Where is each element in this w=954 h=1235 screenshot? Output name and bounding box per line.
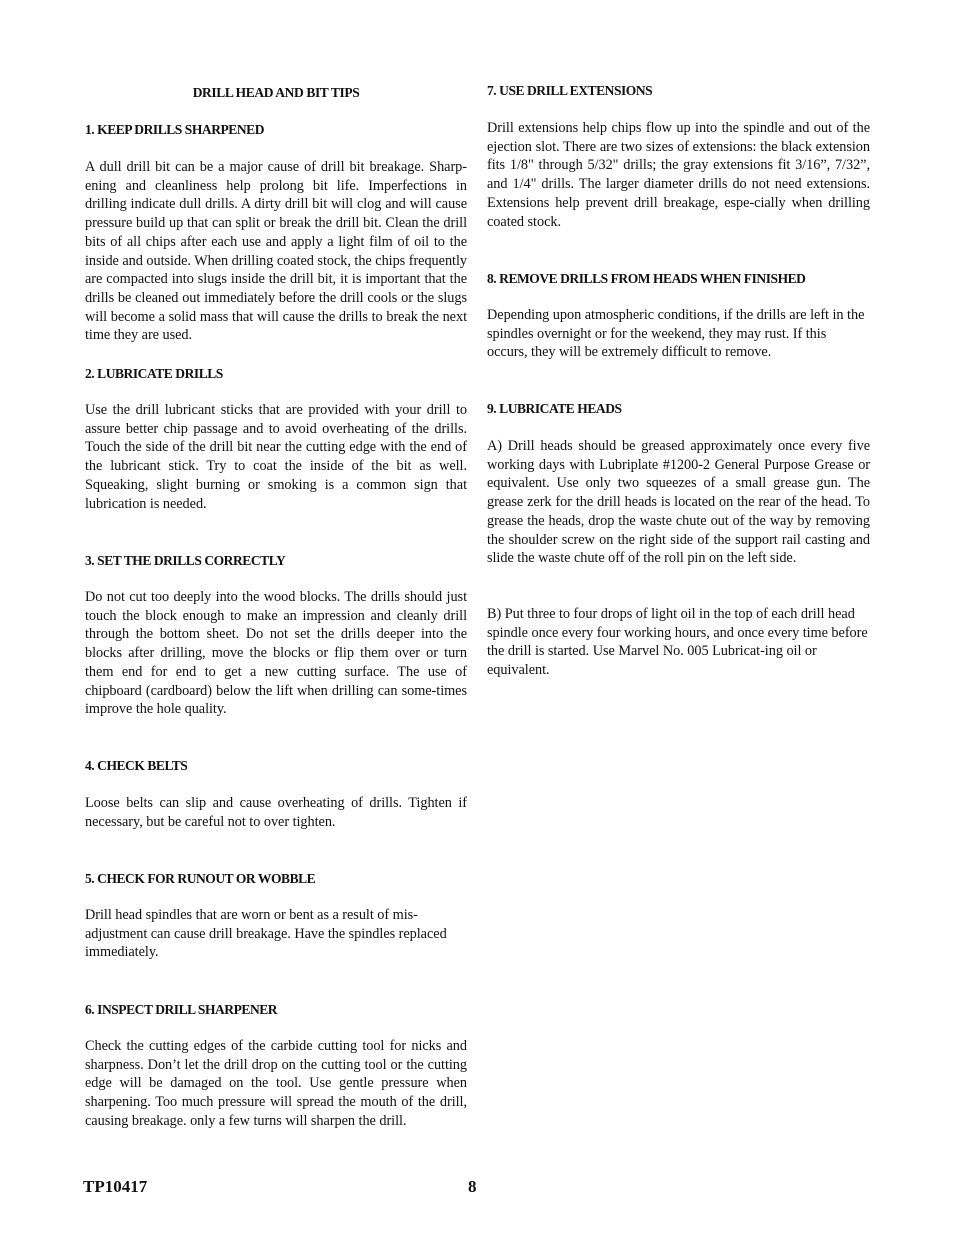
document-code: TP10417 bbox=[83, 1177, 148, 1196]
section-heading-inspect-drill-sharpener: 6. INSPECT DRILL SHARPENER bbox=[85, 1002, 278, 1017]
section-heading-check-runout: 5. CHECK FOR RUNOUT OR WOBBLE bbox=[85, 871, 316, 886]
section-heading-remove-drills: 8. REMOVE DRILLS FROM HEADS WHEN FINISHED bbox=[487, 271, 806, 286]
section-heading-keep-drills-sharpened: 1. KEEP DRILLS SHARPENED bbox=[85, 122, 264, 137]
section-body-set-drills-correctly: Do not cut too deeply into the wood blocks. The drills should just touch the block enough to make an impression and cleanly drill through the bottom sheet. Do not set the drills deeper into the blocks after drilling, move the blocks or flip them over or turn them end for end to get a new cutting surface. The use of chipboard (cardboard) below the lift when drilling can some-times improve the hole quality. bbox=[85, 589, 467, 718]
section-body-remove-drills: Depending upon atmospheric conditions, if the drills are left in the spindles overnight or for the weekend, they may rust. If this occurs, they will be extremely difficult to remove. bbox=[487, 307, 865, 361]
section-body-keep-drills-sharpened: A dull drill bit can be a major cause of drill bit breakage. Sharp-ening and cleanliness help prolong bit life. Imperfections in drilling indicate dull drills. A dirty drill bit will clog and will cause pressure build up that can split or break the drill bit. Clean the drill bits of all chips after each use and apply a light film of oil to the inside and outside. When drilling coated stock, the chips frequently are compacted into slugs inside the drill bit, it is important that the drills be cleaned out immediately before the drill cools or the slugs will become a solid mass that will cause the drills to break the next time they are used. bbox=[85, 159, 467, 344]
page-number: 8 bbox=[468, 1177, 477, 1196]
section-body-check-runout: Drill head spindles that are worn or bent as a result of mis-adjustment can cause drill breakage. Have the spindles replaced immediately. bbox=[85, 907, 447, 961]
section-body-use-drill-extensions: Drill extensions help chips flow up into the spindle and out of the ejection slot. There are two sizes of extensions: the black extension fits 1/8" through 5/32" drills; the gray extensions fit 3/16”, 7/32”, and 1/4" drills. The larger diameter drills do not need extensions. Extensions help prevent drill breakage, espe-cially when drilling coated stock. bbox=[487, 120, 870, 230]
section-heading-set-drills-correctly: 3. SET THE DRILLS CORRECTLY bbox=[85, 553, 286, 568]
section-body-inspect-drill-sharpener: Check the cutting edges of the carbide cutting tool for nicks and sharpness. Don’t let the drill drop on the cutting tool or the cutting edge will be damaged on the tool. Use gentle pressure when sharpening. Too much pressure will spread the mouth of the drill, causing breakage. only a few turns will sharpen the drill. bbox=[85, 1038, 467, 1129]
section-body-lubricate-heads-a: A) Drill heads should be greased approximately once every five working days with Lubriplate #1200-2 General Purpose Grease or equivalent. Use only two squeezes of a small grease gun. The grease zerk for the drill heads is located on the rear of the head. To grease the heads, drop the waste chute out of the way by removing the shoulder screw on the right side of the support rail casting and slide the waste chute off of the roll pin on the left side. bbox=[487, 438, 870, 567]
page-title: DRILL HEAD AND BIT TIPS bbox=[192, 85, 360, 100]
section-heading-lubricate-heads: 9. LUBRICATE HEADS bbox=[487, 401, 622, 416]
section-body-check-belts: Loose belts can slip and cause overheating of drills. Tighten if necessary, but be careful not to over tighten. bbox=[85, 795, 467, 830]
section-heading-lubricate-drills: 2. LUBRICATE DRILLS bbox=[85, 366, 223, 381]
section-body-lubricate-heads-b: B) Put three to four drops of light oil in the top of each drill head spindle once every four working hours, and once every time before the drill is started. Use Marvel No. 005 Lubricat-ing oil or equivalent. bbox=[487, 606, 868, 679]
section-body-lubricate-drills: Use the drill lubricant sticks that are provided with your drill to assure better chip passage and to avoid overheating of the drills. Touch the side of the drill bit near the cutting edge with the end of the lubricant stick. Try to coat the inside of the bit as well. Squeaking, slight burning or smoking is a common sign that lubrication is needed. bbox=[85, 402, 467, 512]
section-heading-check-belts: 4. CHECK BELTS bbox=[85, 758, 188, 773]
section-heading-use-drill-extensions: 7. USE DRILL EXTENSIONS bbox=[487, 83, 653, 98]
